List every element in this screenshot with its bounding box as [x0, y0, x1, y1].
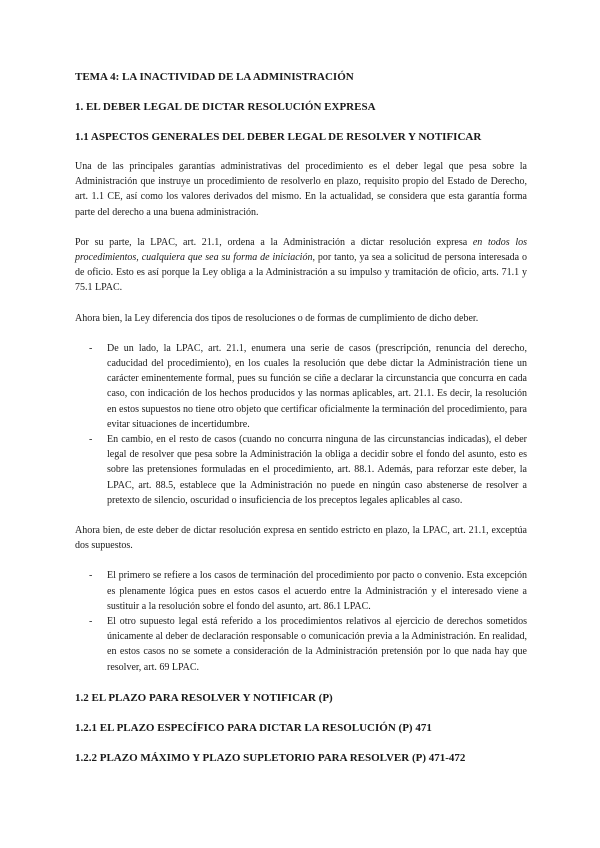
- list-resolution-types: [75, 341, 527, 508]
- bullet-dash: -: [89, 570, 93, 582]
- document-title: TEMA 4: LA INACTIVIDAD DE LA ADMINISTRACIÓN: [75, 71, 354, 83]
- list-item-text: El otro supuesto legal está referido a los procedimientos relativos al ejercicio de derechos sometidos únicamente al deber de declaración responsable o comunicación previa a la Administración. En realidad, en estos casos no se somete a consideración de la Administración pretensión por lo que nada hay que resolver, art. 69 LPAC.: [107, 616, 527, 673]
- paragraph-2: [75, 235, 527, 296]
- list-item-text: En cambio, en el resto de casos (cuando no concurra ninguna de las circunstancias indicadas), el deber legal de resolver que pesa sobre la Administración la obliga a decidir sobre el fondo del asunto, esto es sobre las pretensiones formuladas en el procedimiento, art. 88.1. Además, para reforzar este deber, la LPAC, art. 88.5, establece que la Administración no puede en ningún caso abstenerse de resolver a pretexto de silencio, oscuridad o insuficiencia de los preceptos legales aplicables al caso.: [107, 434, 527, 506]
- paragraph-2-emphasis: en todos los procedimientos, cualquiera que sea su forma de iniciación: [75, 236, 528, 264]
- bullet-dash: -: [89, 616, 93, 628]
- list-item: [75, 614, 527, 675]
- paragraph-2-start: Por su parte, la LPAC, art. 21.1, ordena a la Administración a dictar resolución expresa: [75, 236, 473, 248]
- bullet-dash: -: [89, 342, 93, 354]
- heading-1: 1. EL DEBER LEGAL DE DICTAR RESOLUCIÓN EXPRESA: [75, 101, 376, 113]
- heading-1-2-1: 1.2.1 EL PLAZO ESPECÍFICO PARA DICTAR LA RESOLUCIÓN (P) 471: [75, 721, 432, 734]
- document-page: [75, 70, 527, 765]
- list-item-text: El primero se refiere a los casos de terminación del procedimiento por pacto o convenio. Esta excepción es plenamente lógica pues en estos casos el acuerdo entre la Administración y el interesado viene a sustituir a la resolución sobre el fondo del asunto, art. 86.1 LPAC.: [107, 570, 527, 612]
- list-item: [75, 341, 527, 432]
- heading-1-2: 1.2 EL PLAZO PARA RESOLVER Y NOTIFICAR (P): [75, 691, 333, 704]
- paragraph-1: Una de las principales garantías administrativas del procedimiento es el deber legal que pesa sobre la Administración que instruye un procedimiento de resolverlo en plazo, requisito propio del Estado de Derecho, art. 1.1 CE, así como los valores derivados del mismo. En la actualidad, se considera que esta garantía forma parte del derecho a una buena administración.: [75, 161, 527, 218]
- list-exceptions: [75, 568, 527, 674]
- list-item: [75, 568, 527, 614]
- heading-1-2-2: 1.2.2 PLAZO MÁXIMO Y PLAZO SUPLETORIO PARA RESOLVER (P) 471-472: [75, 751, 466, 764]
- paragraph-3: Ahora bien, la Ley diferencia dos tipos de resoluciones o de formas de cumplimiento de dicho deber.: [75, 312, 479, 324]
- paragraph-2-end: , por tanto, ya sea a solicitud de persona interesada o de oficio. Esto es así porque la Ley obliga a la Administración a su impulso y tramitación de oficio, arts. 71.1 y 75.1 LPAC.: [75, 252, 528, 294]
- list-item-text: De un lado, la LPAC, art. 21.1, enumera una serie de casos (prescripción, renuncia del derecho, caducidad del procedimiento), en los cuales la resolución que debe dictar la Administración tiene un carácter eminentemente formal, pues su función se ciñe a declarar la circunstancia que concurra en cada caso, con indicación de los hechos producidos y las normas aplicables, art. 21.1. Es decir, la resolución en estos supuestos no tiene otro objeto que certificar oficialmente la terminación del procedimiento, para evitar situaciones de incertidumbre.: [107, 342, 527, 430]
- bullet-dash: -: [89, 434, 93, 446]
- list-item: [75, 432, 527, 508]
- paragraph-4: Ahora bien, de este deber de dictar resolución expresa en sentido estricto en plazo, la LPAC, art. 21.1, exceptúa dos supuestos.: [75, 525, 527, 552]
- heading-1-1: 1.1 ASPECTOS GENERALES DEL DEBER LEGAL DE RESOLVER Y NOTIFICAR: [75, 131, 482, 143]
